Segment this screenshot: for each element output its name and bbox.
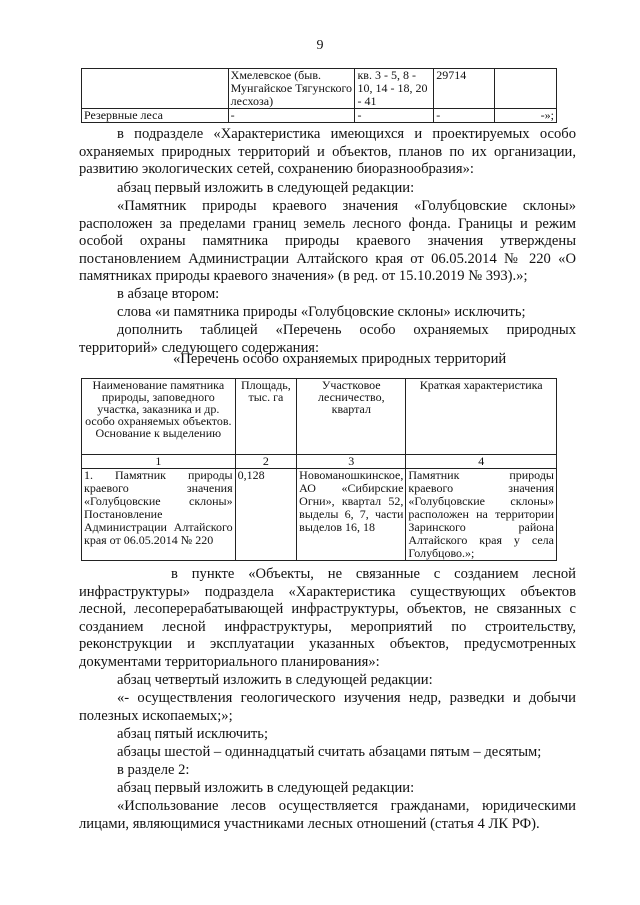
table-cell <box>495 69 557 109</box>
paragraph: «Памятник природы краевого значения «Голубцовские склоны» расположен за пределами границ земель лесного фонда. Границы и режим особой охраны памятника природы краевого значения утверждены постановлением Администрации Алтайского края от 06.05.2014 № 220 «О памятниках природы краевого значения» (в ред. от 15.10.2019 № 393).»; <box>79 198 576 284</box>
table-cell: Резервные леса <box>82 109 229 123</box>
table-cell: -»; <box>495 109 557 123</box>
paragraph: «Использование лесов осуществляется гражданами, юридическими лицами, являющимися участниками лесных отношений (статья 4 ЛК РФ). <box>79 798 576 832</box>
table-cell: 1. Памятник природы краевого значения «Голубцовские склоны» Постановление Администрации Алтайского края от 06.05.2014 № 220 <box>82 469 236 561</box>
paragraph: в пункте «Объекты, не связанные с созданием лесной инфраструктуры» подраздела «Характеристика существующих объектов лесной, лесоперерабатывающей инфраструктуры, объектов, не связанных с созданием лесной инфраструктуры, мероприятий по строительству, реконструкции и эксплуатации указанных объектов, предусмотренных документами территориального планирования»: <box>79 566 576 670</box>
column-number: 2 <box>235 455 297 469</box>
paragraph: абзацы шестой – одиннадцатый считать абзацами пятым – десятым; <box>117 744 542 760</box>
paragraph: дополнить таблицей «Перечень особо охраняемых природных территорий» следующего содержания: <box>79 322 576 356</box>
paragraph: слова «и памятника природы «Голубцовские склоны» исключить; <box>117 304 526 320</box>
column-number: 4 <box>406 455 557 469</box>
paragraph: «- осуществления геологического изучения недр, разведки и добычи полезных ископаемых;»; <box>79 690 576 724</box>
table-cell: 0,128 <box>235 469 297 561</box>
paragraph: абзац пятый исключить; <box>117 726 269 742</box>
table-cell <box>82 69 229 109</box>
table-number-row <box>82 455 557 469</box>
column-header: Площадь, тыс. га <box>235 379 297 455</box>
table-header-row <box>82 379 557 455</box>
table-cell: кв. 3 - 5, 8 - 10, 14 - 18, 20 - 41 <box>355 69 434 109</box>
column-header: Наименование памятника природы, заповедного участка, заказника и др. особо охраняемых объектов. Основание к выделению <box>82 379 236 455</box>
table-cell: Хмелевское (быв. Мунгайское Тягунского лесхоза) <box>228 69 355 109</box>
paragraph: в разделе 2: <box>117 762 190 778</box>
table-cell: Памятник природы краевого значения «Голубцовские склоны» расположен на территории Заринского района Алтайского края у села Голубцово.»; <box>406 469 557 561</box>
table-cell: - <box>228 109 355 123</box>
column-number: 3 <box>297 455 406 469</box>
table-cell: 29714 <box>434 69 495 109</box>
table-row <box>82 69 557 109</box>
table-row <box>82 469 557 561</box>
paragraph: абзац первый изложить в следующей редакции: <box>117 180 415 196</box>
column-number: 1 <box>82 455 236 469</box>
page-number: 9 <box>316 38 324 53</box>
paragraph: абзац четвертый изложить в следующей редакции: <box>117 672 433 688</box>
paragraph: абзац первый изложить в следующей редакции: <box>117 780 415 796</box>
forest-areas-table <box>81 68 557 123</box>
column-header: Краткая характеристика <box>406 379 557 455</box>
table-cell: - <box>355 109 434 123</box>
paragraph: в подразделе «Характеристика имеющихся и проектируемых особо охраняемых природных территорий и объектов, планов по их организации, развитию экологических сетей, сохранению биоразнообразия»: <box>79 126 576 177</box>
oopt-table <box>81 378 557 561</box>
table-title: «Перечень особо охраняемых природных территорий <box>173 351 507 367</box>
table-row <box>82 109 557 123</box>
column-header: Участковое лесничество, квартал <box>297 379 406 455</box>
table-cell: Новоманошкинское, АО «Сибирские Огни», квартал 52, выделы 6, 7, части выделов 16, 18 <box>297 469 406 561</box>
table-cell: - <box>434 109 495 123</box>
paragraph: в абзаце втором: <box>117 286 220 302</box>
